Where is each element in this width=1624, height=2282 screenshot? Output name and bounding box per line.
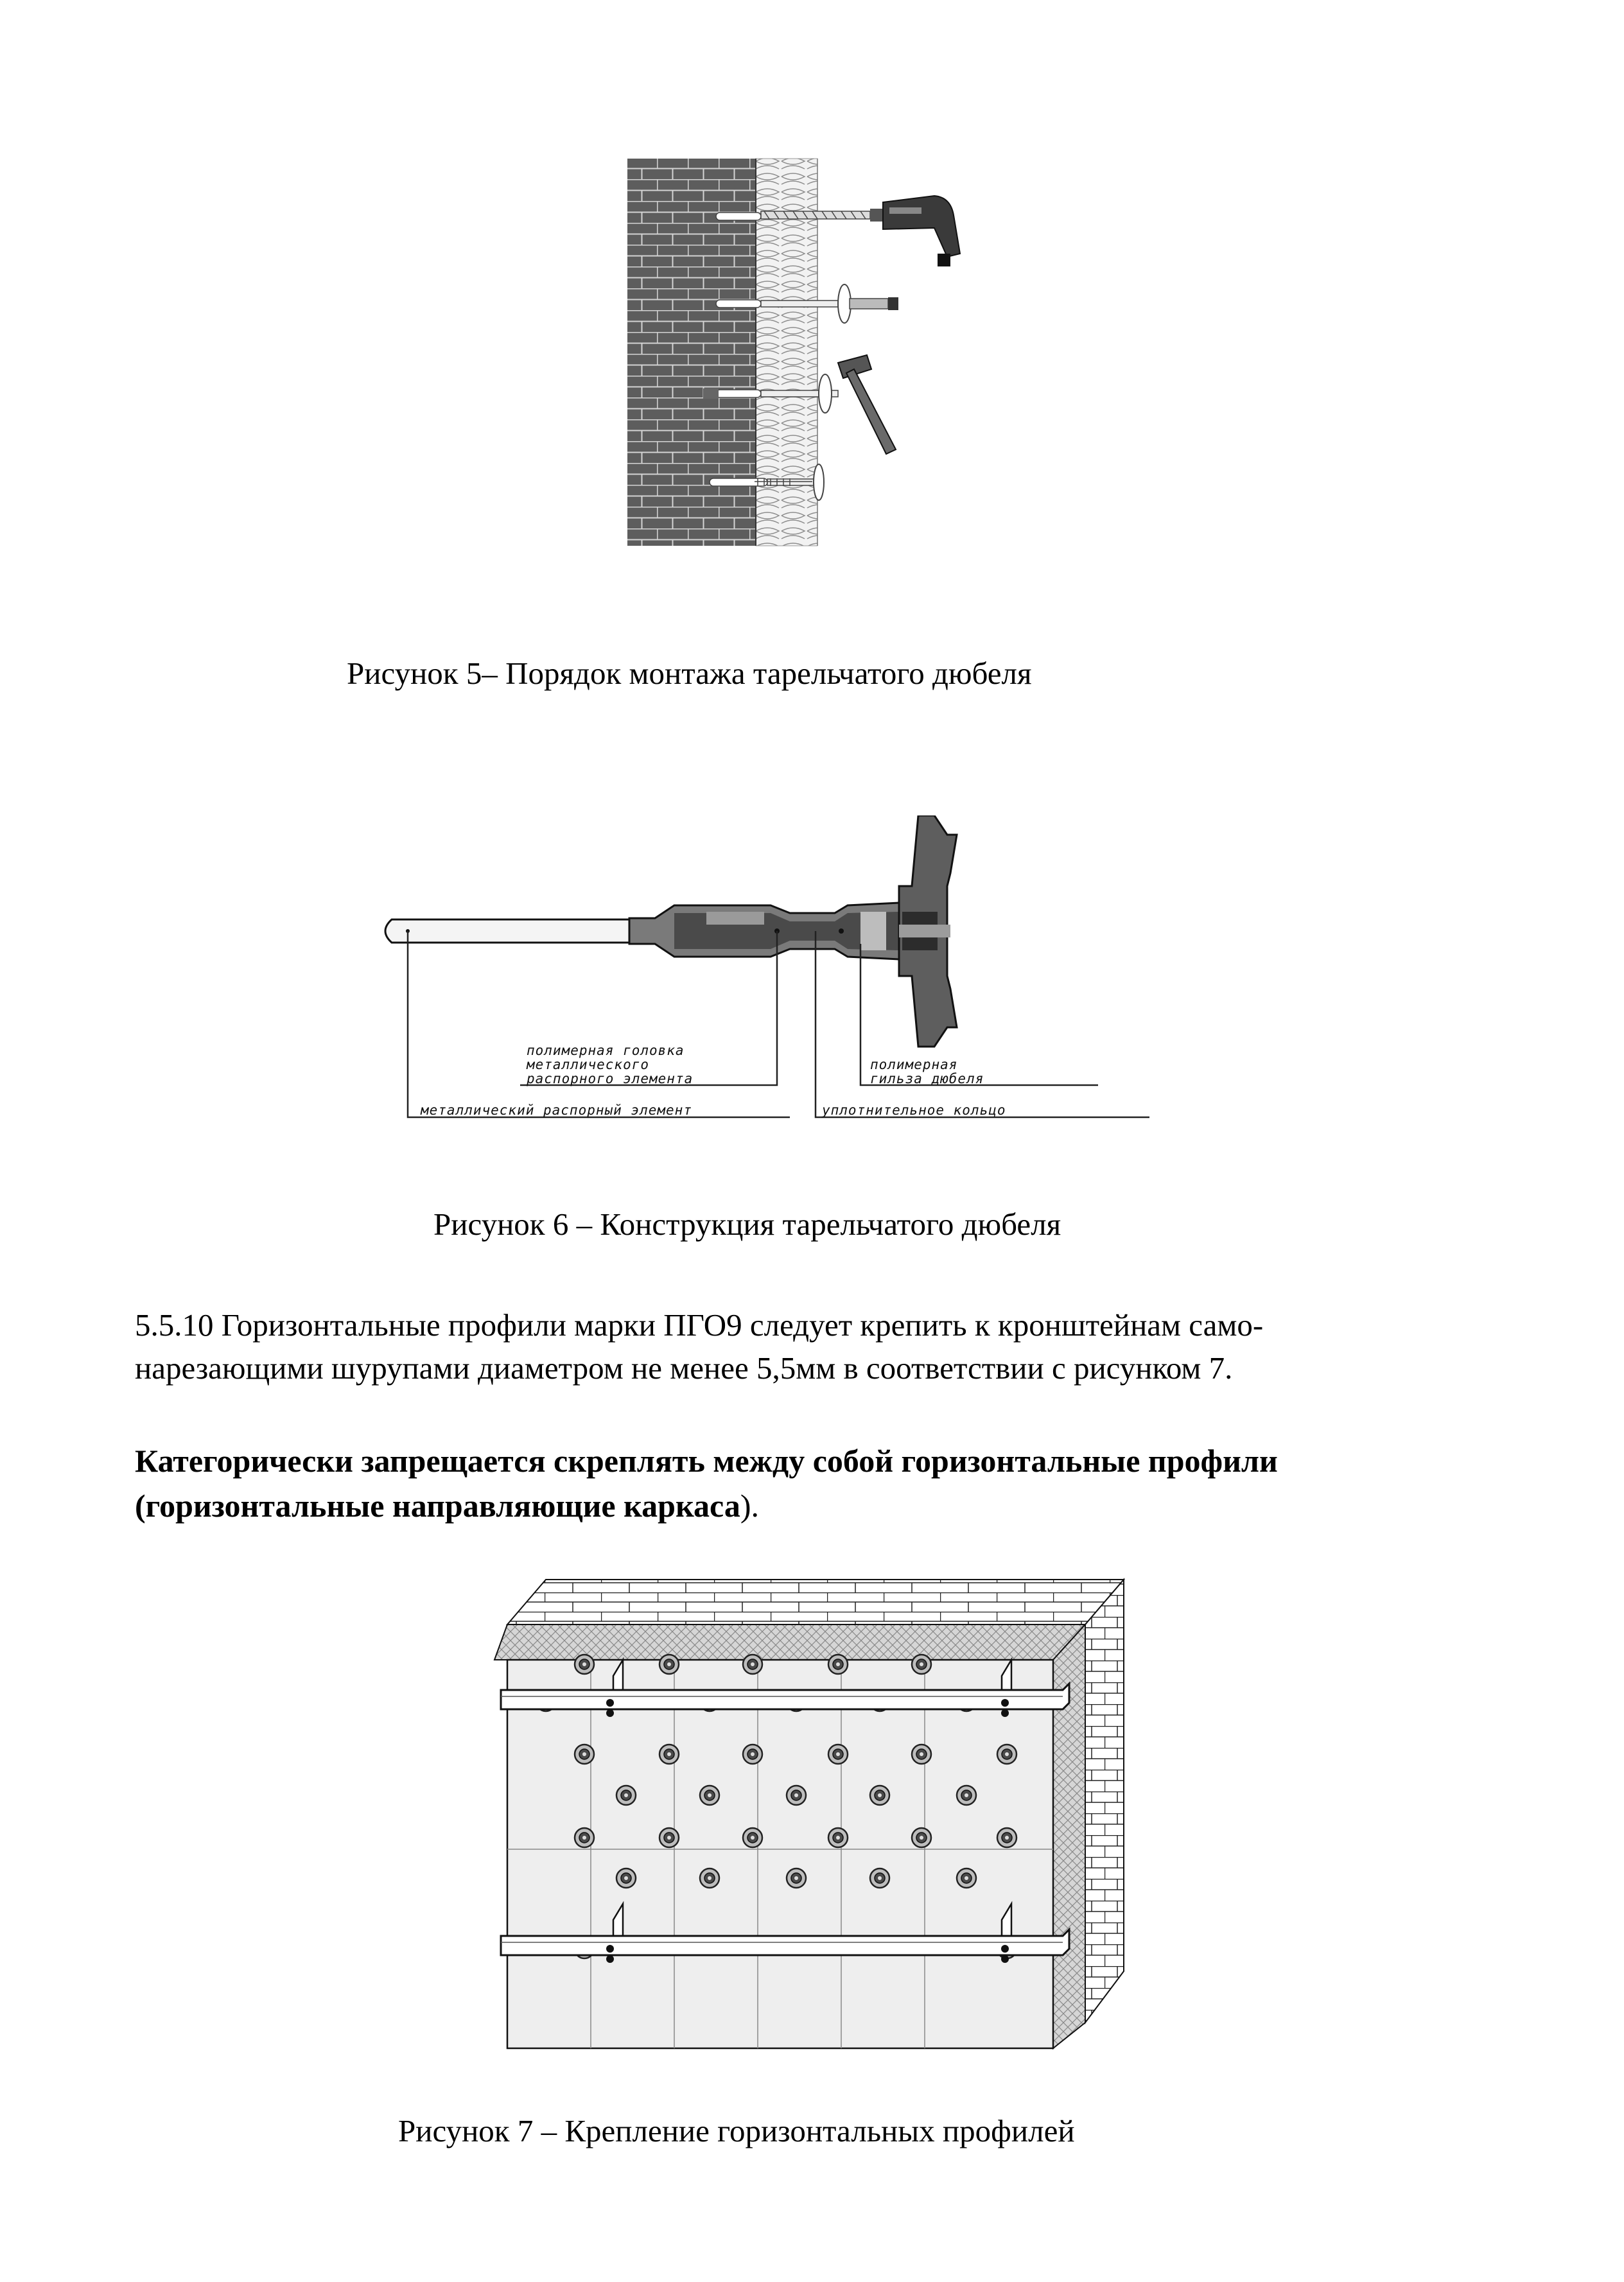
dowel-body <box>385 815 957 1047</box>
warning-line-2 <box>135 1483 759 1528</box>
wall-top <box>507 1580 1124 1624</box>
label-metal-element: металлический распорный элемент <box>421 1102 692 1118</box>
figure-7-caption: Рисунок 7 – Крепление горизонтальных профилей <box>398 2113 1075 2148</box>
figure-5-caption: Рисунок 5– Порядок монтажа тарельчатого дюбеля <box>347 656 1032 691</box>
warning-line-2-tail: ). <box>740 1488 759 1524</box>
section-5-5-10-line-1: 5.5.10 Горизонтальные профили марки ПГО9 следует крепить к кронштейнам само- <box>135 1307 1264 1343</box>
figure-7-illustration <box>488 1573 1137 2055</box>
label-polymer-head-3: распорного элемента <box>527 1071 694 1086</box>
label-polymer-head-2: металлического <box>527 1057 650 1072</box>
wall-side <box>1085 1580 1124 2023</box>
warning-line-1: Категорически запрещается скреплять между собой горизонтальные профили <box>135 1443 1278 1479</box>
insulation-face <box>507 1660 1053 2048</box>
warning-line-2-bold: (горизонтальные направляющие каркаса <box>135 1488 740 1524</box>
label-polymer-sleeve-2: гильза дюбеля <box>870 1071 984 1086</box>
figure-6-illustration <box>372 815 1169 1149</box>
figure-5-illustration <box>626 157 986 549</box>
label-polymer-sleeve-1: полимерная <box>870 1057 958 1072</box>
label-polymer-head-1: полимерная головка <box>527 1043 685 1058</box>
leader-lines <box>408 931 1149 1117</box>
figure-6-caption: Рисунок 6 – Конструкция тарельчатого дюбеля <box>433 1206 1061 1242</box>
section-5-5-10-line-2: нарезающими шурупами диаметром не менее 5,5мм в соответствии с рисунком 7. <box>135 1350 1233 1386</box>
label-sealing-ring: уплотнительное кольцо <box>822 1102 1006 1118</box>
